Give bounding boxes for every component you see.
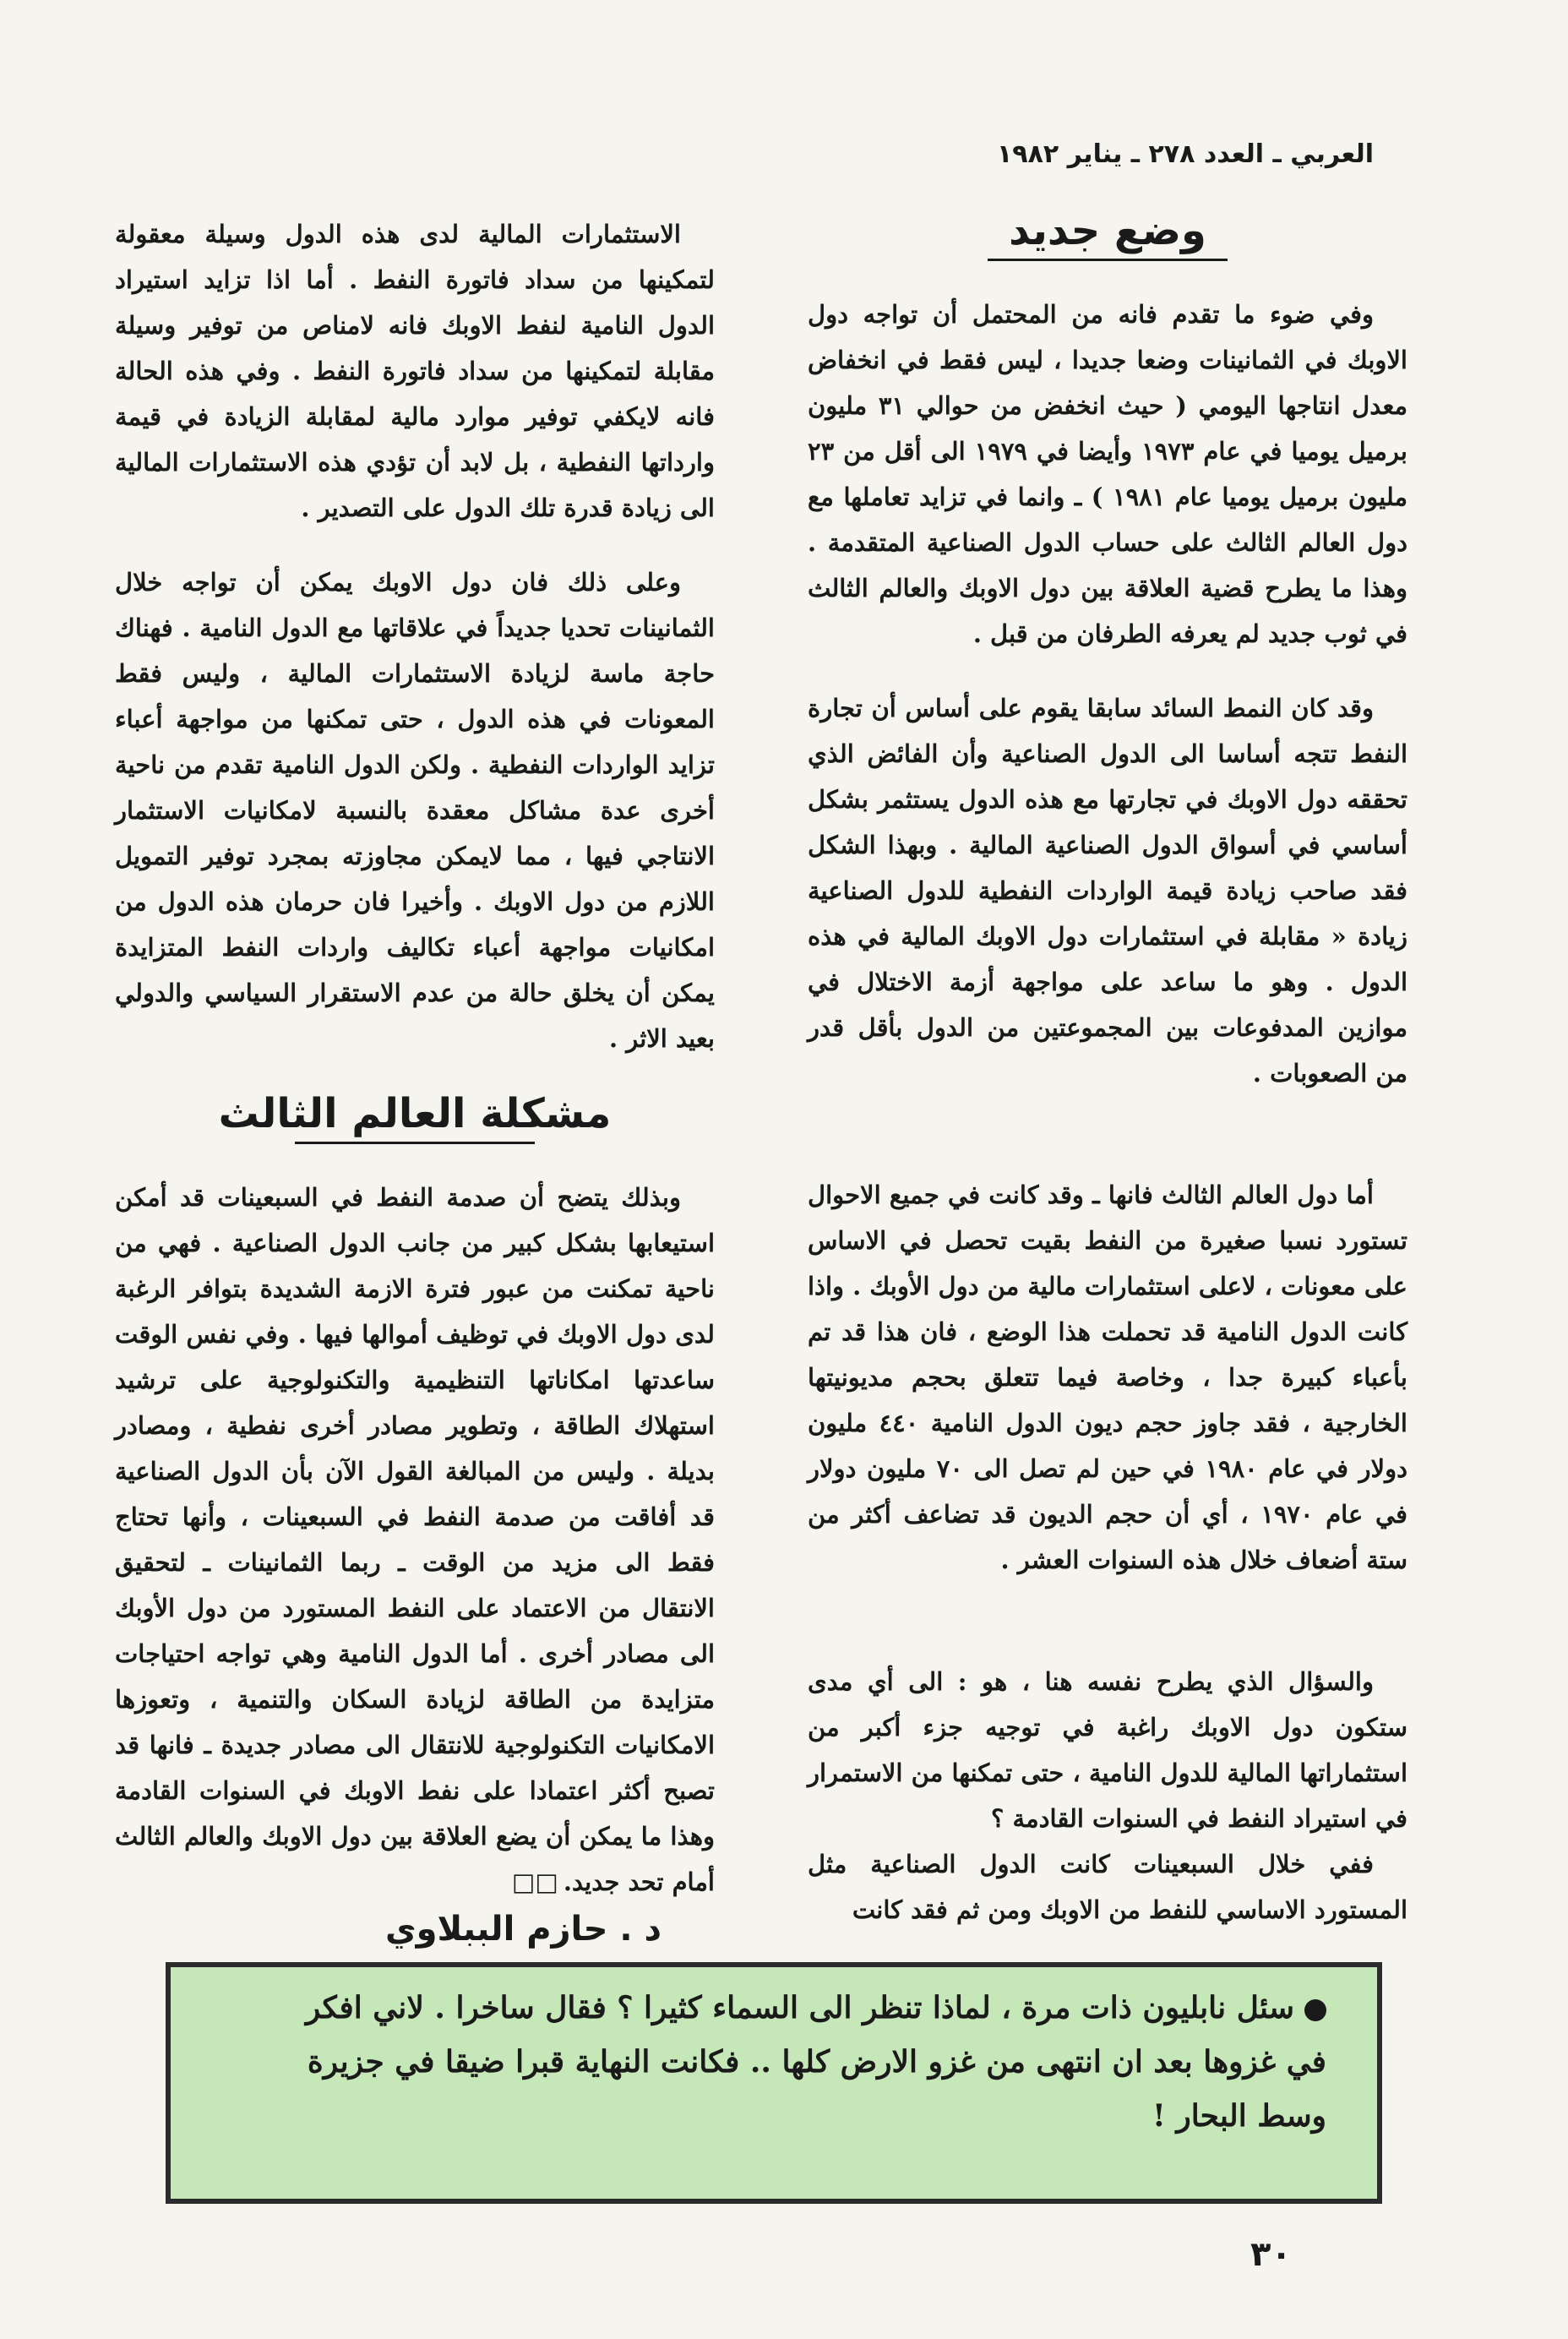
left-column bbox=[115, 211, 715, 1949]
bullet-icon bbox=[1304, 1999, 1326, 2021]
quote-box bbox=[166, 1962, 1382, 2204]
section-heading-third-world: مشكلة العالم الثالث bbox=[115, 1090, 715, 1146]
article-paragraph: وعلى ذلك فان دول الاوبك يمكن أن تواجه خلال الثمانينات تحديا جديداً في علاقاتها مع الدول النامية . فهناك حاجة ماسة لزيادة الاستثمارات المالية ، وليس فقط المعونات في هذه الدول ، حتى تمكنها من مواجهة أعباء تزايد الواردات النفطية . ولكن الدول النامية تقدم من ناحية أخرى عدة مشاكل معقدة بالنسبة لامكانيات الاستثمار الانتاجي فيها ، مما لايمكن مجاوزته بمجرد توفير التمويل اللازم من دول الاوبك . وأخيرا فان حرمان هذه الدول من امكانيات مواجهة أعباء تكاليف واردات النفط المتزايدة يمكن أن يخلق حالة من عدم الاستقرار السياسي والدولي بعيد الاثر . bbox=[115, 568, 715, 1053]
article-paragraph-text: وبذلك يتضح أن صدمة النفط في السبعينات قد أمكن استيعابها بشكل كبير من جانب الدول الصناعية . فهي من ناحية تمكنت من عبور فترة الازمة الشديدة بتوافر الرغبة لدى دول الاوبك في توظيف أموالها فيها . وفي نفس الوقت ساعدتها امكاناتها التنظيمية والتكنولوجية على ترشيد استهلاك الطاقة ، وتطوير مصادر أخرى نفطية ، ومصادر بديلة . وليس من المبالغة القول الآن بأن الدول الصناعية قد أفاقت من صدمة النفط في السبعينات ، وأنها تحتاج فقط الى مزيد من الوقت ـ ربما الثمانينات ـ لتحقيق الانتقال من الاعتماد على النفط المستورد من دول الأوبك الى مصادر أخرى . أما الدول النامية وهي تواجه احتياجات متزايدة من الطاقة لزيادة السكان والتنمية ، وتعوزها الامكانيات التكنولوجية للانتقال الى مصادر جديدة ـ فانها قد تصبح أكثر اعتمادا على نفط الاوبك في السنوات القادمة وهذا ما يمكن أن يضع العلاقة بين دول الاوبك والعالم الثالث أمام تحد جديد. bbox=[115, 1183, 715, 1896]
quote-text bbox=[272, 1981, 1326, 2143]
end-of-article-mark: □□ bbox=[512, 1867, 558, 1896]
article-paragraph: وقد كان النمط السائد سابقا يقوم على أساس أن تجارة النفط تتجه أساسا الى الدول الصناعية وأن الفائض الذي تحققه دول الاوبك في تجارتها مع هذه الدول يستثمر بشكل أساسي في أسواق الدول الصناعية المالية . وبهذا الشكل فقد صاحب زيادة قيمة الواردات النفطية للدول الصناعية زيادة « مقابلة في استثمارات دول الاوبك المالية في هذه الدول . وهو ما ساعد على مواجهة أزمة الاختلال في موازين المدفوعات بين المجموعتين من الدول بأقل قدر من الصعوبات . bbox=[808, 694, 1407, 1088]
page-number: ٣٠ bbox=[1250, 2235, 1292, 2274]
article-paragraph bbox=[115, 1175, 715, 1905]
quote-body: سئل نابليون ذات مرة ، لماذا تنظر الى السماء كثيرا ؟ فقال ساخرا . لاني افكر في غزوها بعد ان انتهى من غزو الارض كلها .. فكانت النهاية قبرا ضيقا في جزيرة وسط البحار ! bbox=[305, 1990, 1326, 2134]
article-paragraph: ففي خلال السبعينات كانت الدول الصناعية مثل المستورد الاساسي للنفط من الاوبك ومن ثم فقد كانت bbox=[808, 1850, 1407, 1924]
section-heading-new-situation: وضع جديد bbox=[808, 207, 1407, 263]
article-paragraph: وفي ضوء ما تقدم فانه من المحتمل أن تواجه دول الاوبك في الثمانينات وضعا جديدا ، ليس فقط في انخفاض معدل انتاجها اليومي ( حيث انخفض من حوالي ٣١ مليون برميل يوميا في عام ١٩٧٣ وأيضا في ١٩٧٩ الى أقل من ٢٣ مليون برميل يوميا عام ١٩٨١ ) ـ وانما في تزايد تعاملها مع دول العالم الثالث على حساب الدول الصناعية المتقدمة . وهذا ما يطرح قضية العلاقة بين دول الاوبك والعالم الثالث في ثوب جديد لم يعرفه الطرفان من قبل . bbox=[808, 300, 1408, 648]
article-paragraph: الاستثمارات المالية لدى هذه الدول وسيلة معقولة لتمكينها من سداد فاتورة النفط . أما اذا تزايد استيراد الدول النامية لنفط الاوبك فانه لامناص من توفير وسيلة مقابلة لتمكينها من سداد فاتورة النفط . وفي هذه الحالة فانه لايكفي توفير موارد مالية لمقابلة الزيادة في قيمة وارداتها النفطية ، بل لابد أن تؤدي هذه الاستثمارات المالية الى زيادة قدرة تلك الدول على التصدير . bbox=[115, 220, 715, 522]
issue-header: العربي ـ العدد ٢٧٨ ـ يناير ١٩٨٢ bbox=[996, 139, 1374, 169]
author-signature: د . حازم الببلاوي bbox=[385, 1910, 662, 1949]
article-paragraph: والسؤال الذي يطرح نفسه هنا ، هو : الى أي مدى ستكون دول الاوبك راغبة في توجيه جزء أكبر من استثماراتها المالية للدول النامية ، حتى تمكنها من الاستمرار في استيراد النفط في السنوات القادمة ؟ bbox=[808, 1667, 1407, 1833]
article-paragraph: أما دول العالم الثالث فانها ـ وقد كانت في جميع الاحوال تستورد نسبا صغيرة من النفط بقيت تحصل في الاساس على معونات ، لاعلى استثمارات مالية من دول الأوبك . واذا كانت الدول النامية قد تحملت هذا الوضع ، فان هذا قد تم بأعباء كبيرة جدا ، وخاصة فيما تتعلق بحجم مديونيتها الخارجية ، فقد جاوز حجم ديون الدول النامية ٤٤٠ مليون دولار في عام ١٩٨٠ في حين لم تصل الى ٧٠ مليون دولار في عام ١٩٧٠ ، أي أن حجم الديون قد تضاعف أكثر من ستة أضعاف خلال هذه السنوات العشر . bbox=[808, 1180, 1407, 1574]
right-column bbox=[808, 207, 1407, 1933]
